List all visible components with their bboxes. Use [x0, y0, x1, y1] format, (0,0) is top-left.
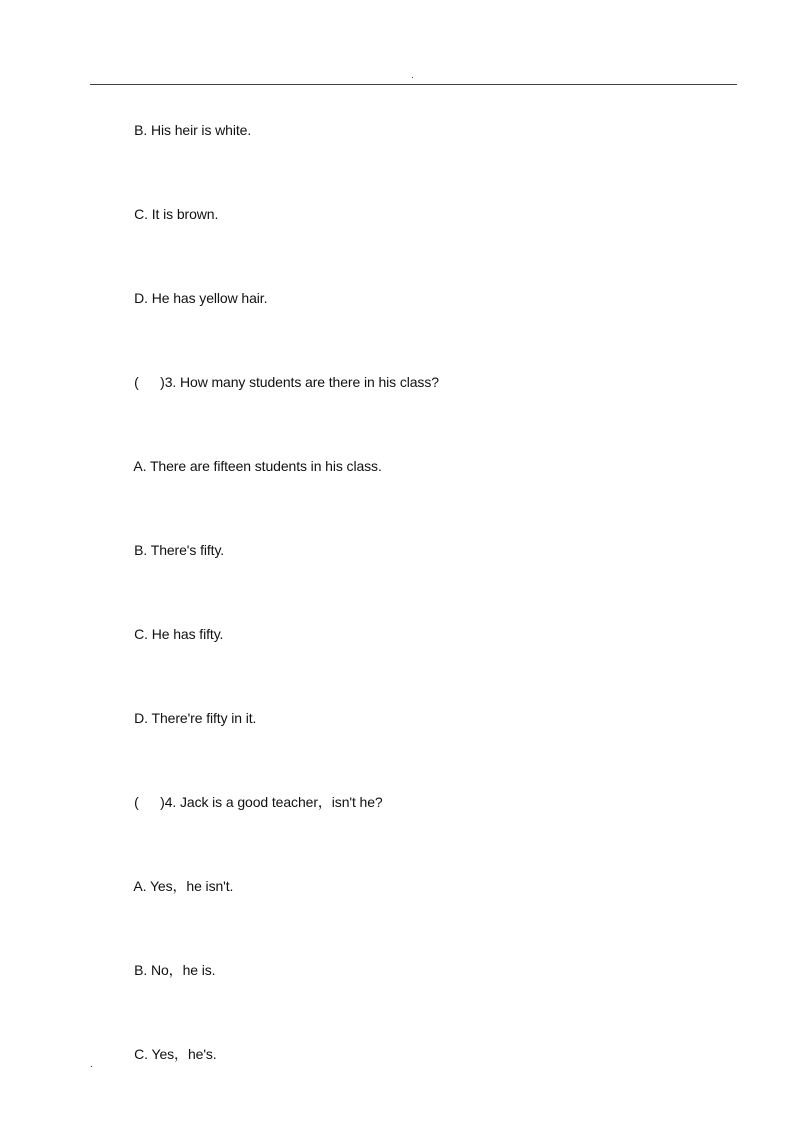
question-line [119, 778, 383, 826]
option-text: A. Yes，he isn't. [133, 878, 234, 894]
option-text: D. He has yellow hair. [134, 290, 268, 306]
header-mark: . [411, 70, 414, 81]
option-text: B. There's fifty. [134, 542, 225, 558]
option-line [119, 526, 224, 574]
option-text: D. There're fifty in it. [134, 710, 257, 726]
option-text: B. His heir is white. [134, 122, 252, 138]
option-line [119, 1030, 217, 1078]
option-text: C. Yes，he's. [134, 1046, 217, 1062]
option-line [119, 862, 233, 910]
option-line [119, 106, 251, 154]
option-text: B. No，he is. [134, 962, 216, 978]
header-divider [90, 84, 737, 85]
question-text: )3. How many students are there in his class? [160, 374, 439, 390]
option-text: C. It is brown. [134, 206, 219, 222]
option-line [119, 274, 267, 322]
footer-mark: . [90, 1059, 93, 1070]
answer-paren: ( [134, 374, 139, 390]
option-line [119, 442, 382, 490]
answer-paren: ( [134, 794, 139, 810]
option-text: A. There are fifteen students in his class. [133, 458, 382, 474]
option-line [119, 946, 215, 994]
option-line [119, 694, 256, 742]
option-line [119, 610, 223, 658]
option-line [119, 190, 218, 238]
option-text: C. He has fifty. [134, 626, 224, 642]
question-text: )4. Jack is a good teacher，isn't he? [160, 794, 383, 810]
question-line [119, 358, 439, 406]
